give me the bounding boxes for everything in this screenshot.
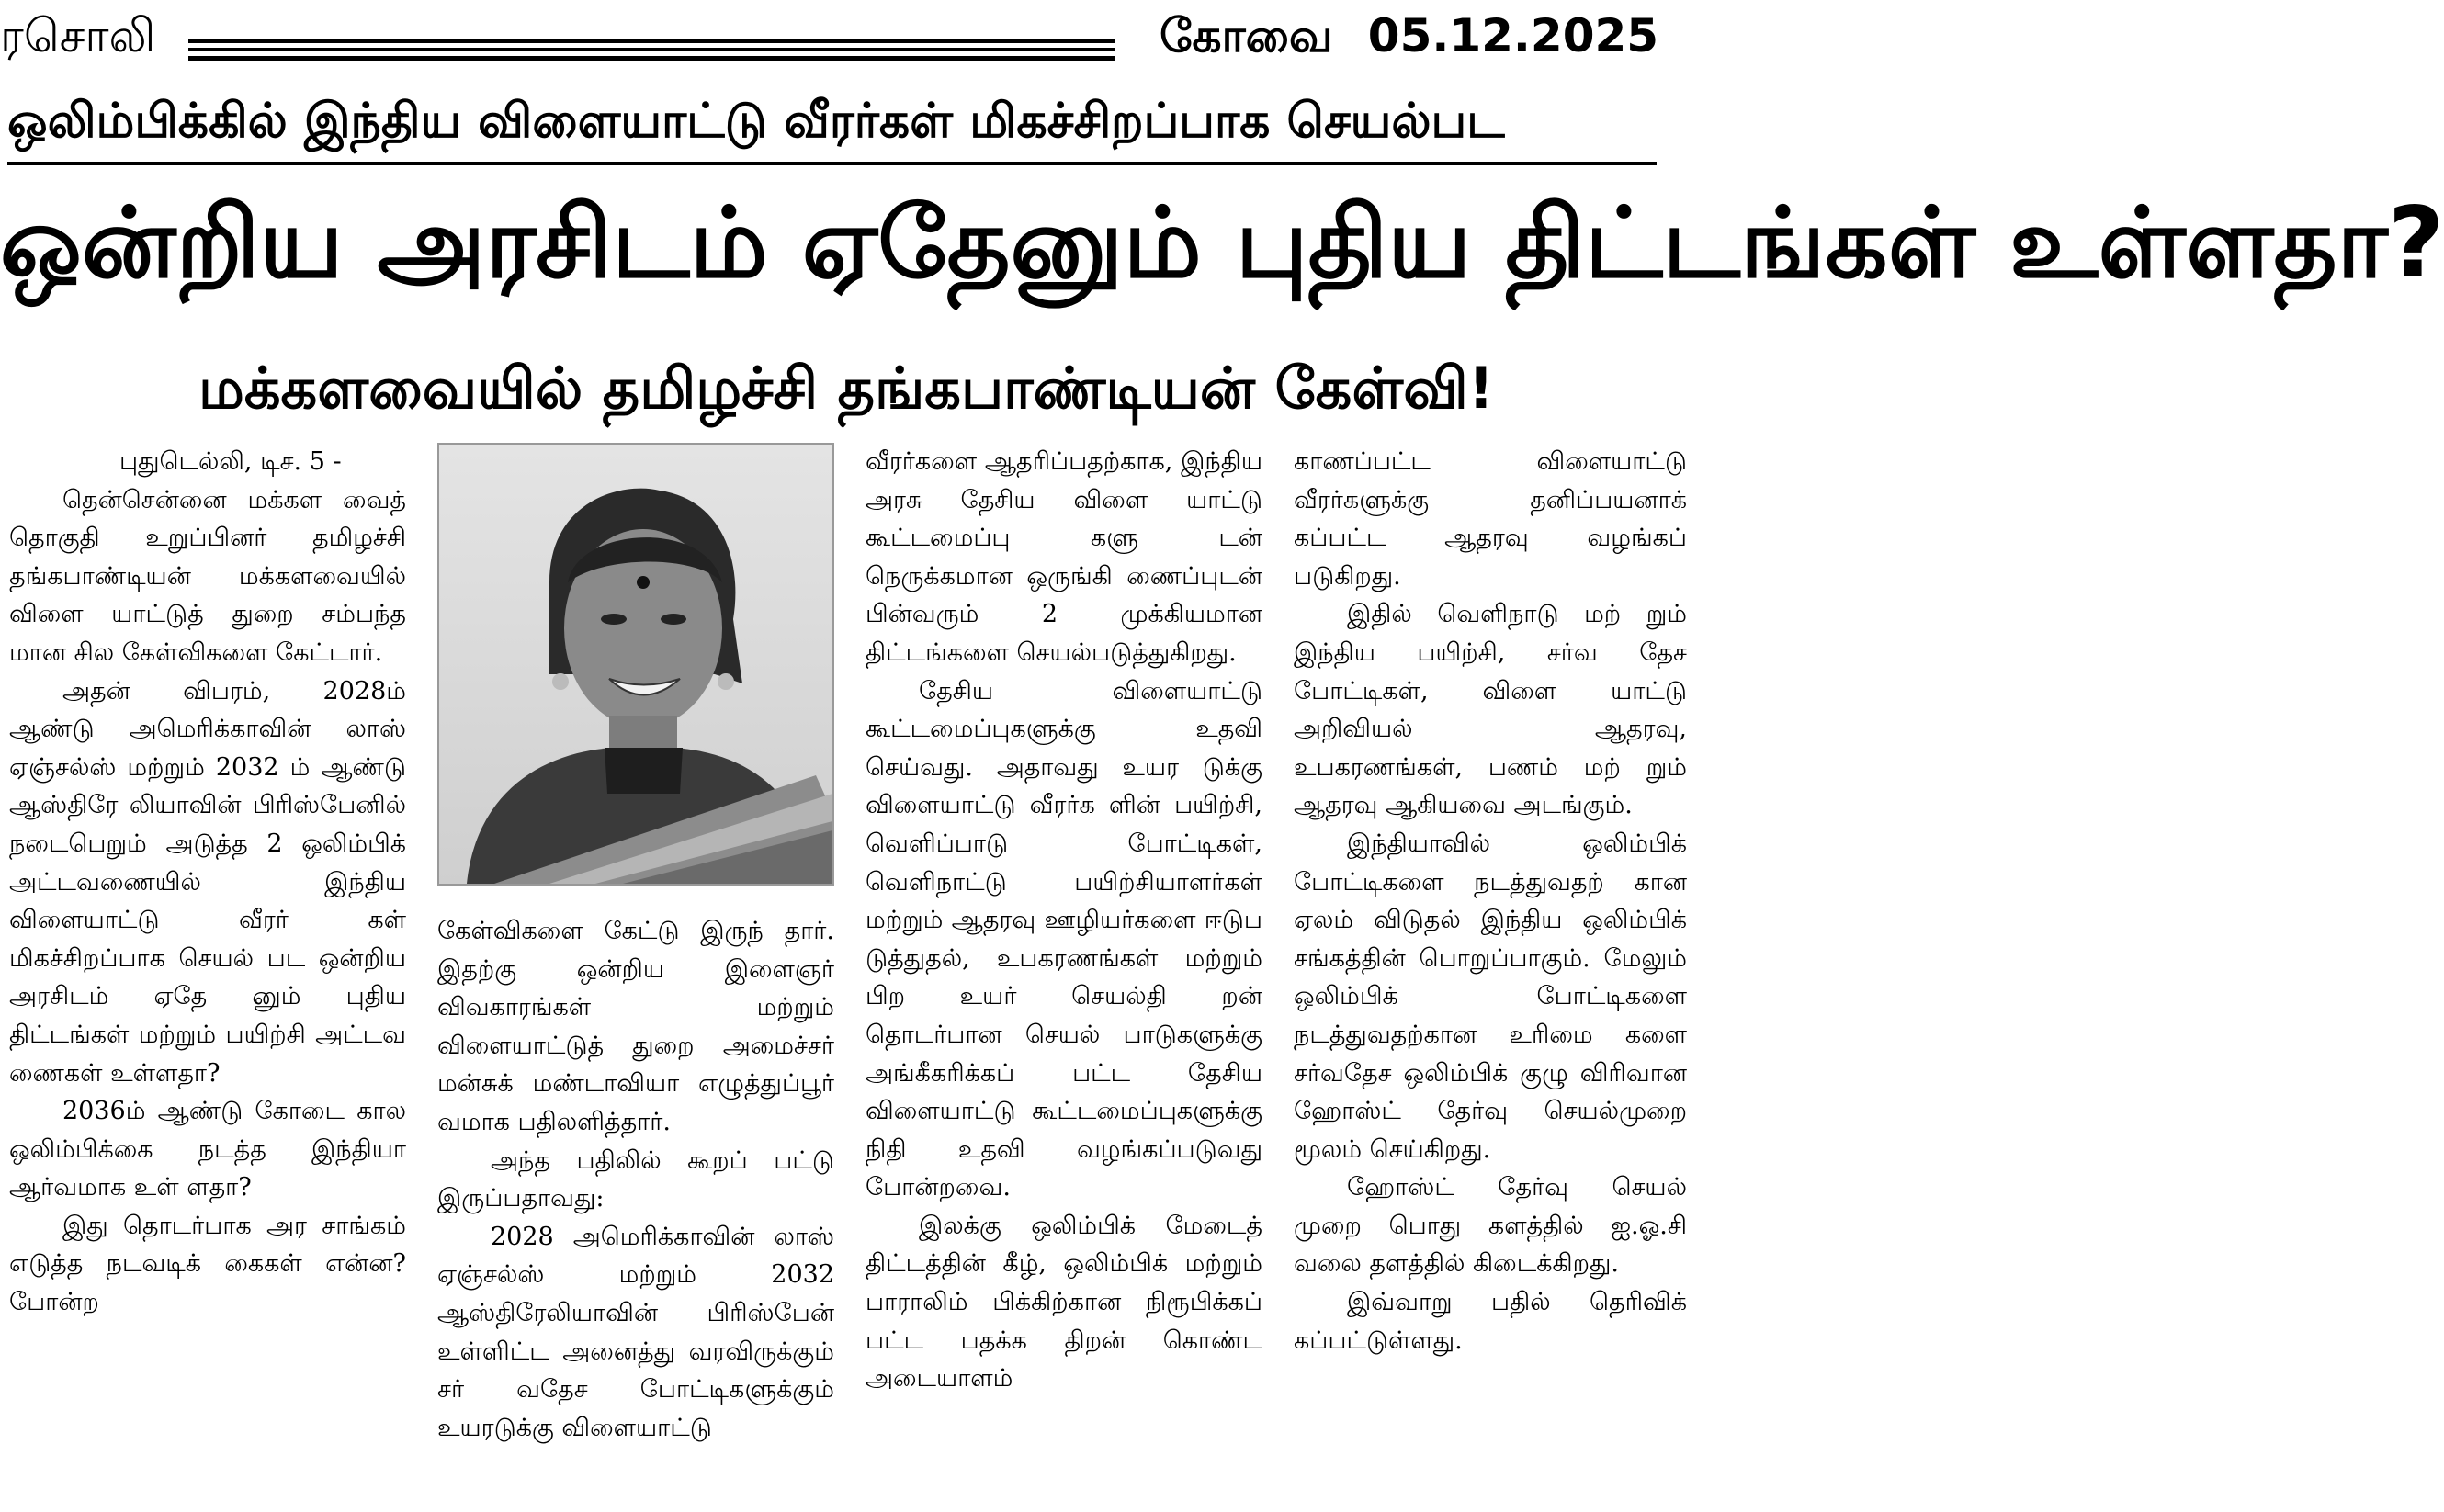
- paragraph: தேசிய விளையாட்டு கூட்டமைப்புகளுக்கு உதவி செய்வது. அதாவது உயர டுக்கு விளையாட்டு வீரர்க ளின் பயிற்சி, வெளிப்பாடு போட்டிகள், வெளிநாட்டு பயிற்சியாளர்கள் மற்றும் ஆதரவு ஊழியர்களை ஈடுப டுத்துதல், உபகரணங்கள் மற்றும் பிற உயர் செயல்தி றன் தொடர்பான செயல் பாடுகளுக்கு அங்கீகரிக்கப் பட்ட தேசிய விளையாட்டு கூட்டமைப்புகளுக்கு நிதி உதவி வழங்கப்படுவது போன்றவை.: [866, 676, 1262, 1202]
- paragraph: அதன் விபரம், 2028ம் ஆண்டு அமெரிக்காவின் லாஸ் ஏஞ்சல்ஸ் மற்றும் 2032 ம் ஆண்டு ஆஸ்திரே லியாவின் பிரிஸ்பேனில் நடைபெறும் அடுத்த 2 ஒலிம்பிக் அட்டவணையில் இந்திய விளையாட்டு வீரர் கள் மிகச்சிறப்பாக செயல் பட ஒன்றிய அரசிடம் ஏதே னும் புதிய திட்டங்கள் மற்றும் பயிற்சி அட்டவ ணைகள் உள்ளதா?: [9, 676, 406, 1088]
- portrait-photo: [437, 443, 834, 886]
- edition-date: 05.12.2025: [1367, 9, 1659, 62]
- article-column-3: [866, 443, 1262, 1512]
- paragraph: 2028 அமெரிக்காவின் லாஸ் ஏஞ்சல்ஸ் மற்றும் 2032 ஆஸ்திரேலியாவின் பிரிஸ்பேன் உள்ளிட்ட அனைத்து வரவிருக்கும் சர் வதேச போட்டிகளுக்கும் உயரடுக்கு விளையாட்டு: [437, 1222, 834, 1442]
- article-subhead: மக்களவையில் தமிழச்சி தங்கபாண்டியன் கேள்வி!: [198, 355, 1495, 422]
- article-headline: ஒன்றிய அரசிடம் ஏதேனும் புதிய திட்டங்கள் உள்ளதா?: [0, 186, 2444, 299]
- article-dateline: புதுடெல்லி, டிச. 5 -: [119, 447, 342, 476]
- paragraph: இது தொடர்பாக அர சாங்கம் எடுத்த நடவடிக் கைகள் என்ன? போன்ற: [9, 1211, 406, 1317]
- paragraph: தென்சென்னை மக்கள வைத் தொகுதி உறுப்பினர் தமிழச்சி தங்கபாண்டியன் மக்களவையில் விளை யாட்டுத் துறை சம்பந்த மான சில கேள்விகளை கேட்டார்.: [9, 485, 406, 667]
- paragraph: இலக்கு ஒலிம்பிக் மேடைத் திட்டத்தின் கீழ், ஒலிம்பிக் மற்றும் பாராலிம் பிக்கிற்கான நிரூபிக்கப் பட்ட பதக்க திறன் கொண்ட அடையாளம்: [866, 1211, 1262, 1394]
- article-kicker: ஒலிம்பிக்கில் இந்திய விளையாட்டு வீரர்கள் மிகச்சிறப்பாக செயல்பட: [7, 94, 1505, 149]
- masthead: [0, 6, 1692, 79]
- article-column-4: [1294, 443, 1687, 1512]
- edition-info: [1160, 9, 1693, 62]
- article-column-1: [9, 443, 406, 1512]
- portrait-photo-icon: [439, 445, 832, 884]
- edition-city: கோவை: [1160, 9, 1333, 62]
- masthead-rule: [188, 39, 1115, 61]
- paragraph: வீரர்களை ஆதரிப்பதற்காக, இந்திய அரசு தேசிய விளை யாட்டு கூட்டமைப்பு களு டன் நெருக்கமான ஒருங்கி ணைப்புடன் பின்வரும் 2 முக்கியமான திட்டங்களை செயல்படுத்துகிறது.: [866, 447, 1262, 667]
- paragraph: 2036ம் ஆண்டு கோடை கால ஒலிம்பிக்கை நடத்த இந்தியா ஆர்வமாக உள் ளதா?: [9, 1097, 406, 1202]
- newspaper-name: ரசொலி: [0, 9, 156, 62]
- paragraph: அந்த பதிலில் கூறப் பட்டு இருப்பதாவது:: [437, 1145, 834, 1213]
- paragraph: இந்தியாவில் ஒலிம்பிக் போட்டிகளை நடத்துவதற் கான ஏலம் விடுதல் இந்திய ஒலிம்பிக் சங்கத்தின் பொறுப்பாகும். மேலும் ஒலிம்பிக் போட்டிகளை நடத்துவதற்கான உரிமை களை சர்வதேச ஒலிம்பிக் குழு விரிவான ஹோஸ்ட் தேர்வு செயல்முறை மூலம் செய்கிறது.: [1294, 829, 1687, 1164]
- paragraph: காணப்பட்ட விளையாட்டு வீரர்களுக்கு தனிப்பயனாக் கப்பட்ட ஆதரவு வழங்கப் படுகிறது.: [1294, 447, 1687, 591]
- kicker-underline: [7, 162, 1657, 165]
- paragraph: கேள்விகளை கேட்டு இருந் தார். இதற்கு ஒன்றிய இளைஞர் விவகாரங்கள் மற்றும் விளையாட்டுத் துறை அமைச்சர் மன்சுக் மண்டாவியா எழுத்துப்பூர் வமாக பதிலளித்தார்.: [437, 917, 834, 1136]
- article-column-2: [437, 912, 834, 1512]
- paragraph: இதில் வெளிநாடு மற் றும் இந்திய பயிற்சி, சர்வ தேச போட்டிகள், விளை யாட்டு அறிவியல் ஆதரவு, உபகரணங்கள், பணம் மற் றும் ஆதரவு ஆகியவை அடங்கும்.: [1294, 600, 1687, 820]
- paragraph: ஹோஸ்ட் தேர்வு செயல் முறை பொது களத்தில் ஐ.ஓ.சி வலை தளத்தில் கிடைக்கிறது.: [1294, 1173, 1687, 1279]
- paragraph: இவ்வாறு பதில் தெரிவிக் கப்பட்டுள்ளது.: [1294, 1288, 1687, 1355]
